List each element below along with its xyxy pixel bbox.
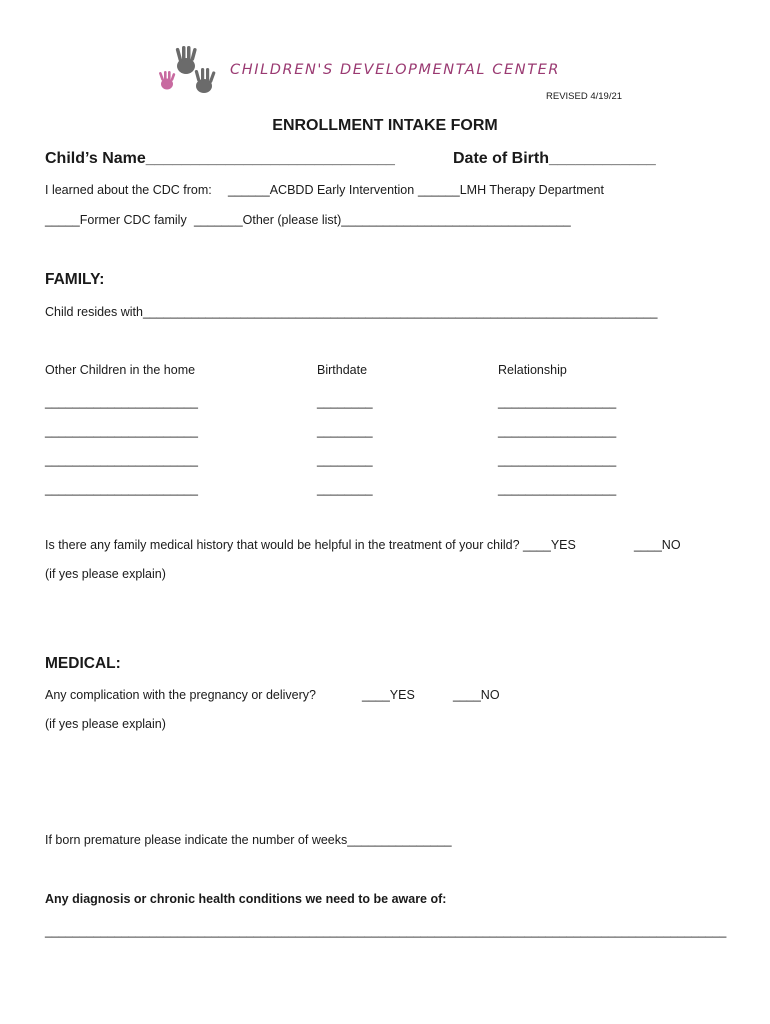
- relationship-blank[interactable]: _________________: [498, 482, 617, 496]
- family-heading: FAMILY:: [45, 271, 105, 288]
- premature-weeks-field[interactable]: If born premature please indicate the number of weeks_______________: [45, 833, 452, 847]
- child-name-field[interactable]: Child’s Name____________________________: [45, 150, 395, 167]
- revised-date: REVISED 4/19/21: [546, 91, 623, 102]
- medical-heading: MEDICAL:: [45, 655, 121, 672]
- resides-with-field[interactable]: Child resides with__________________________________________________________________________: [45, 305, 658, 319]
- child-name-blank[interactable]: ______________________: [45, 453, 198, 467]
- other-list-field[interactable]: _______Other (please list)_________________________________: [194, 213, 571, 227]
- birthdate-blank[interactable]: ________: [317, 424, 373, 438]
- col-relationship: Relationship: [498, 363, 567, 377]
- child-name-blank[interactable]: ______________________: [45, 395, 198, 409]
- child-name-blank[interactable]: ______________________: [45, 482, 198, 496]
- relationship-blank[interactable]: _________________: [498, 395, 617, 409]
- relationship-blank[interactable]: _________________: [498, 453, 617, 467]
- date-of-birth-field[interactable]: Date of Birth____________: [453, 150, 656, 167]
- diagnosis-question: Any diagnosis or chronic health conditions we need to be aware of:: [45, 892, 447, 906]
- family-history-question[interactable]: Is there any family medical history that would be helpful in the treatment of your child? ____YES: [45, 538, 576, 552]
- former-family-option[interactable]: _____Former CDC family: [45, 213, 187, 227]
- birthdate-blank[interactable]: ________: [317, 482, 373, 496]
- learned-label: I learned about the CDC from:: [45, 183, 212, 197]
- col-birthdate: Birthdate: [317, 363, 368, 377]
- handprints-logo-icon: [154, 44, 224, 100]
- birthdate-blank[interactable]: ________: [317, 395, 373, 409]
- complication-question: Any complication with the pregnancy or delivery?: [45, 688, 316, 702]
- child-name-blank[interactable]: ______________________: [45, 424, 198, 438]
- acbdd-option[interactable]: ______ACBDD Early Intervention: [228, 183, 415, 197]
- family-history-no[interactable]: ____NO: [634, 538, 681, 552]
- logo-text: CHILDREN'S DEVELOPMENTAL CENTER: [230, 62, 561, 78]
- family-history-explain: (if yes please explain): [45, 567, 166, 581]
- col-other-children: Other Children in the home: [45, 363, 196, 377]
- lmh-option[interactable]: ______LMH Therapy Department: [418, 183, 604, 197]
- complication-yes[interactable]: ____YES: [362, 688, 415, 702]
- form-title: ENROLLMENT INTAKE FORM: [272, 117, 498, 134]
- diagnosis-line[interactable]: __________________________________________________________________________________________________: [45, 924, 727, 938]
- relationship-blank[interactable]: _________________: [498, 424, 617, 438]
- complication-no[interactable]: ____NO: [453, 688, 500, 702]
- complication-explain: (if yes please explain): [45, 717, 166, 731]
- birthdate-blank[interactable]: ________: [317, 453, 373, 467]
